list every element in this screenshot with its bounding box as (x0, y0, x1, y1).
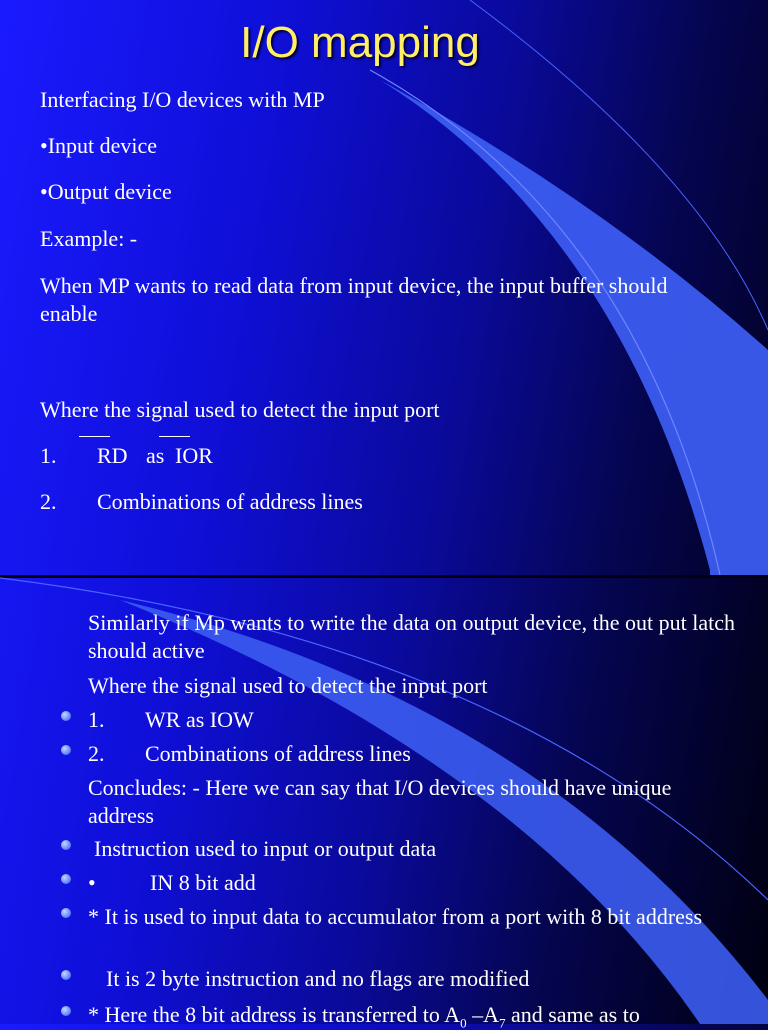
input-device-line: •Input device (40, 133, 158, 158)
b1-text: WR as IOW (145, 707, 254, 732)
b2-number: 2. (88, 741, 105, 766)
bullet-icon (61, 745, 71, 755)
read-data-paragraph: When MP wants to read data from input device, the input buffer should enable (40, 273, 668, 326)
bullet-icon (61, 970, 71, 980)
rd-overline (79, 436, 110, 437)
bullet-icon (61, 874, 71, 884)
b4-dot: • (88, 870, 96, 895)
item1-as: as (146, 443, 165, 468)
b4-text: IN 8 bit add (150, 870, 256, 895)
bullet-icon (61, 711, 71, 721)
bullet-icon (61, 1006, 71, 1016)
item2-text: Combinations of address lines (97, 489, 363, 514)
signal-detect-line: Where the signal used to detect the input port (40, 397, 440, 422)
slide-title: I/O mapping (240, 18, 480, 67)
output-device-line: •Output device (40, 179, 172, 204)
slide-divider (0, 575, 768, 578)
item1-rd: RD (97, 443, 128, 468)
b7-pre: * Here the 8 bit address is transferred to A (88, 1002, 461, 1027)
b7-sub2: 7 (498, 1015, 506, 1030)
b7-text (88, 1001, 640, 1029)
signal-detect-line-2: Where the signal used to detect the input port (88, 673, 488, 698)
b2-text: Combinations of address lines (145, 741, 411, 766)
b6-text: It is 2 byte instruction and no flags are modified (106, 966, 530, 991)
b3-text: Instruction used to input or output data (94, 836, 437, 861)
example-line: Example: - (40, 226, 138, 251)
b1-number: 1. (88, 707, 105, 732)
ior-overline (159, 436, 190, 437)
intro-line: Interfacing I/O devices with MP (40, 87, 325, 112)
item2-number: 2. (40, 489, 57, 514)
bullet-icon (61, 908, 71, 918)
write-data-paragraph: Similarly if Mp wants to write the data on output device, the out put latch should active (88, 610, 736, 663)
item1-number: 1. (40, 443, 57, 468)
b7-mid: –A (466, 1002, 499, 1027)
b7-sub1: 0 (460, 1015, 467, 1030)
b5-text: * It is used to input data to accumulator from a port with 8 bit address (88, 904, 703, 929)
b7-post: and same as to (505, 1002, 640, 1027)
item1-ior: IOR (175, 443, 213, 468)
concludes-paragraph: Concludes: - Here we can say that I/O devices should have unique address (88, 775, 672, 828)
bullet-icon (61, 840, 71, 850)
